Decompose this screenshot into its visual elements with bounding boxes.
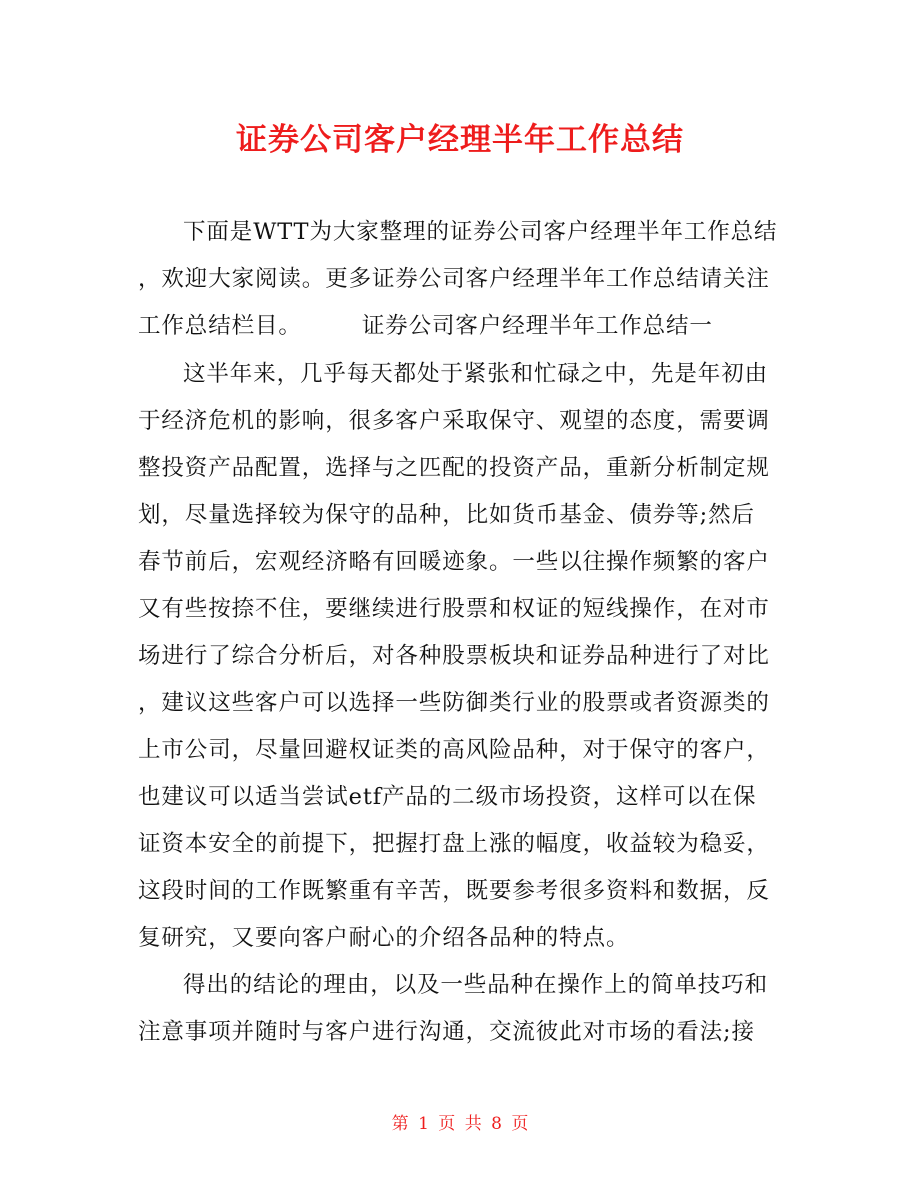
page-number-footer: 第 1 页 共 8 页 <box>391 1114 529 1134</box>
paragraph-2-line-13: 复研究，又要向客户耐心的介绍各品种的特点。 <box>138 925 630 951</box>
paragraph-1-line-3-a: 工作总结栏目。 <box>138 313 302 339</box>
paragraph-2-line-2: 于经济危机的影响，很多客户采取保守、观望的态度，需要调 <box>138 408 770 434</box>
paragraph-2-line-10: 也建议可以适当尝试etf产品的二级市场投资，这样可以在保 <box>138 784 757 810</box>
paragraph-2-line-7: 场进行了综合分析后，对各种股票板块和证券品种进行了对比 <box>138 643 770 669</box>
paragraph-3-line-2: 注意事项并随时与客户进行沟通，交流彼此对市场的看法;接 <box>138 1019 755 1045</box>
paragraph-2-line-3: 整投资产品配置，选择与之匹配的投资产品，重新分析制定规 <box>138 455 770 481</box>
paragraph-2-line-4: 划，尽量选择较为保守的品种，比如货币基金、债券等;然后 <box>138 502 755 528</box>
paragraph-2-line-1: 这半年来，几乎每天都处于紧张和忙碌之中，先是年初由 <box>183 361 769 387</box>
paragraph-2-line-9: 上市公司，尽量回避权证类的高风险品种，对于保守的客户， <box>138 737 770 763</box>
paragraph-1-line-2: ，欢迎大家阅读。更多证券公司客户经理半年工作总结请关注 <box>138 266 770 292</box>
section-heading-1: 证券公司客户经理半年工作总结一 <box>361 313 713 339</box>
paragraph-3-line-1: 得出的结论的理由，以及一些品种在操作上的简单技巧和 <box>183 972 769 998</box>
document-title: 证券公司客户经理半年工作总结 <box>236 122 684 158</box>
paragraph-2-line-6: 又有些按捺不住，要继续进行股票和权证的短线操作，在对市 <box>138 596 770 622</box>
paragraph-1-line-3 <box>138 306 788 346</box>
paragraph-2-line-12: 这段时间的工作既繁重有辛苦，既要参考很多资料和数据，反 <box>138 878 770 904</box>
paragraph-2-line-5: 春节前后，宏观经济略有回暖迹象。一些以往操作频繁的客户 <box>138 549 770 575</box>
paragraph-2-line-8: ，建议这些客户可以选择一些防御类行业的股票或者资源类的 <box>138 690 770 716</box>
paragraph-1-line-1: 下面是WTT为大家整理的证券公司客户经理半年工作总结 <box>183 219 778 245</box>
paragraph-2-line-11: 证资本安全的前提下，把握打盘上涨的幅度，收益较为稳妥， <box>138 831 770 857</box>
